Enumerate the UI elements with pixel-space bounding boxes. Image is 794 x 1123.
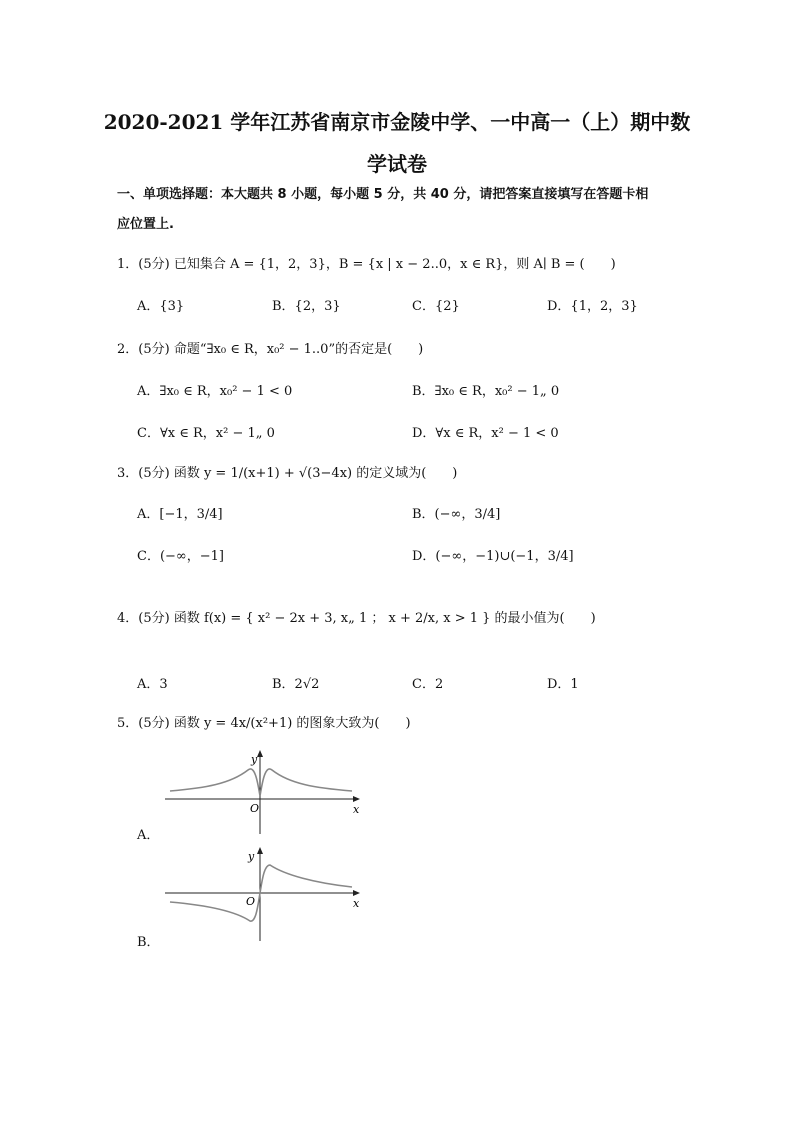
question-1-option-b: B．{2，3}: [272, 299, 341, 314]
question-4-option-b: B．2√2: [272, 677, 320, 692]
question-4-stem: 4．(5分) 函数 f(x) = { x² − 2x + 3, x„ 1 ； x + 2/x, x > 1 } 的最小值为( ): [117, 611, 596, 626]
section-heading-line-1: 一、单项选择题：本大题共 8 小题，每小题 5 分，共 40 分，请把答案直接填写在答题卡相: [117, 187, 649, 202]
question-4-option-c: C．2: [412, 677, 444, 692]
question-3-option-c: C．(−∞，−1]: [137, 549, 224, 564]
question-5-stem: 5．(5分) 函数 y = 4x/(x²+1) 的图象大致为( ): [117, 716, 411, 731]
graph-b-origin-label: O: [246, 895, 256, 908]
question-3-option-d: D．(−∞，−1)∪(−1，3/4]: [412, 549, 574, 564]
graph-a-x-label: x: [353, 803, 360, 816]
option-b-graph: [160, 845, 370, 945]
section-heading-line-2: 应位置上.: [117, 217, 174, 232]
question-2-option-c: C．∀x ∈ R，x² − 1„ 0: [137, 426, 275, 441]
graph-a-y-label: y: [251, 753, 258, 766]
graph-b-x-label: x: [353, 897, 360, 910]
question-2-option-b: B．∃x₀ ∈ R，x₀² − 1„ 0: [412, 384, 560, 399]
question-4-option-a: A．3: [137, 677, 168, 692]
question-3-stem: 3．(5分) 函数 y = 1/(x+1) + √(3−4x) 的定义域为( ): [117, 466, 458, 481]
question-1-option-a: A．{3}: [137, 299, 185, 314]
exam-title-line-1: 2020-2021 学年江苏省南京市金陵中学、一中高一（上）期中数: [103, 110, 691, 134]
graph-a-origin-label: O: [250, 802, 260, 815]
question-1-option-d: D．{1，2，3}: [547, 299, 638, 314]
question-2-stem: 2．(5分) 命题“∃x₀ ∈ R，x₀² − 1..0”的否定是( ): [117, 342, 424, 357]
question-2-option-d: D．∀x ∈ R，x² − 1 < 0: [412, 426, 559, 441]
y-axis-arrow: [257, 750, 263, 757]
option-a-graph: [160, 748, 370, 838]
x-axis-arrow: [353, 890, 360, 896]
question-1-stem: 1．(5分) 已知集合 A = {1，2，3}，B = {x | x − 2..0，x ∈ R}，则 A∣ B = ( ): [117, 257, 616, 272]
exam-title-line-2: 学试卷: [367, 152, 427, 176]
y-axis-arrow: [257, 847, 263, 854]
graph-a-curve: [170, 769, 352, 796]
question-4-option-d: D．1: [547, 677, 579, 692]
graph-b-y-label: y: [248, 850, 255, 863]
question-5-option-a: A．: [137, 828, 160, 843]
question-2-option-a: A．∃x₀ ∈ R，x₀² − 1 < 0: [137, 384, 293, 399]
x-axis-arrow: [353, 796, 360, 802]
question-3-option-a: A．[−1，3/4]: [137, 507, 223, 522]
question-5-option-b: B．: [137, 935, 160, 950]
question-3-option-b: B．(−∞，3/4]: [412, 507, 501, 522]
question-1-option-c: C．{2}: [412, 299, 460, 314]
